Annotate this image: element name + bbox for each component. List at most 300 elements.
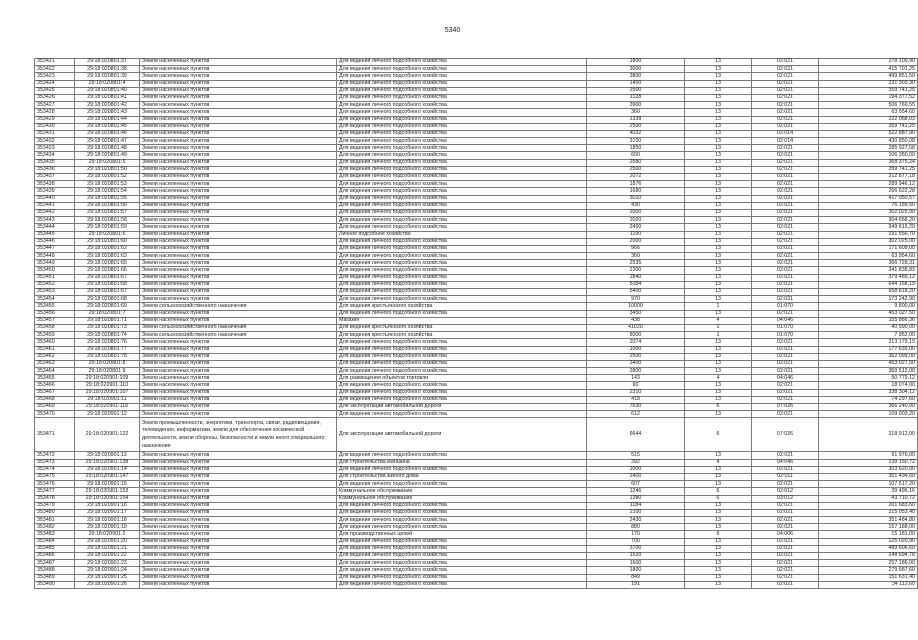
group-code-cell: 13 [685, 353, 752, 360]
cadastral-number-cell: 29:18:020801:68 [75, 296, 140, 303]
row-number-cell: 353453 [35, 289, 75, 296]
area-cell: 360 [587, 109, 685, 116]
table-row [35, 267, 918, 274]
area-cell: 360 [587, 253, 685, 260]
cadastral-value-cell: 63 954,60 [819, 109, 918, 116]
land-category-cell: Земли населенных пунктов [140, 109, 337, 116]
group-code-cell: 1 [685, 303, 752, 310]
land-category-cell: Земли населенных пунктов [140, 174, 337, 181]
permitted-use-cell: Для ведения личного подсобного хозяйства [337, 346, 587, 353]
permitted-use-cell: Для ведения личного подсобного хозяйства [337, 339, 587, 346]
cadastral-number-cell: 29:18:020901:19 [75, 524, 140, 531]
rate-code-cell: 02:021 [752, 109, 819, 116]
row-number-cell: 353443 [35, 217, 75, 224]
row-number-cell: 353471 [35, 418, 75, 452]
cadastral-number-cell: 29:18:020801:41 [75, 94, 140, 101]
cadastral-value-cell: 63 954,60 [819, 253, 918, 260]
area-cell: 1876 [587, 181, 685, 188]
rate-code-cell: 02:021 [752, 281, 819, 288]
table-row [35, 396, 918, 403]
row-number-cell: 353479 [35, 502, 75, 509]
area-cell: 3010 [587, 195, 685, 202]
permitted-use-cell: Для ведения личного подсобного хозяйства [337, 224, 587, 231]
cadastral-value-cell: 366 728,31 [819, 260, 918, 267]
group-code-cell: 13 [685, 368, 752, 375]
table-row [35, 59, 918, 66]
rate-code-cell: 02:021 [752, 509, 819, 516]
cadastral-value-cell: 506 769,55 [819, 102, 918, 109]
row-number-cell: 353439 [35, 188, 75, 195]
table-row [35, 109, 918, 116]
permitted-use-cell: Коммунальное обслуживание [337, 488, 587, 495]
permitted-use-cell: Для ведения личного подсобного хозяйства [337, 560, 587, 567]
group-code-cell: 13 [685, 509, 752, 516]
land-category-cell: Земли населенных пунктов [140, 389, 337, 396]
row-number-cell: 353421 [35, 59, 75, 66]
area-cell: 10000 [587, 303, 685, 310]
row-number-cell: 353424 [35, 80, 75, 87]
rate-code-cell: 04:046 [752, 459, 819, 466]
permitted-use-cell: Для производственных целей [337, 531, 587, 538]
area-cell: 1800 [587, 567, 685, 574]
cadastral-number-cell: 29:18:020901:20 [75, 538, 140, 545]
row-number-cell: 353462 [35, 353, 75, 360]
area-cell: 90 [587, 382, 685, 389]
cadastral-number-cell: 29:18:020901:21 [75, 545, 140, 552]
area-cell: 966 [587, 245, 685, 252]
row-number-cell: 353487 [35, 560, 75, 567]
area-cell: 7630 [587, 404, 685, 411]
group-code-cell: 13 [685, 174, 752, 181]
rate-code-cell: 02:021 [752, 524, 819, 531]
group-code-cell: 13 [685, 360, 752, 367]
row-number-cell: 353464 [35, 368, 75, 375]
rate-code-cell: 02:021 [752, 382, 819, 389]
table-row [35, 567, 918, 574]
land-category-cell: Земли сельскохозяйственного назначения [140, 332, 337, 339]
table-row [35, 382, 918, 389]
permitted-use-cell: Для ведения личного подсобного хозяйства [337, 382, 587, 389]
cadastral-value-cell: 50 779,12 [819, 375, 918, 382]
area-cell: 1190 [587, 231, 685, 238]
permitted-use-cell: Для ведения крестьянского хозяйства [337, 303, 587, 310]
group-code-cell: 13 [685, 224, 752, 231]
permitted-use-cell: Для ведения личного подсобного хозяйства [337, 130, 587, 137]
table-row [35, 389, 918, 396]
rate-code-cell: 02:021 [752, 231, 819, 238]
rate-code-cell: 02:021 [752, 80, 819, 87]
permitted-use-cell: Для ведения личного подсобного хозяйства [337, 466, 587, 473]
permitted-use-cell: Для ведения личного подсобного хозяйства [337, 411, 587, 418]
permitted-use-cell: Для ведения личного подсобного хозяйства [337, 260, 587, 267]
permitted-use-cell: Для ведения личного подсобного хозяйства [337, 509, 587, 516]
rate-code-cell: 02:021 [752, 195, 819, 202]
cadastral-value-cell: 106 350,00 [819, 152, 918, 159]
rate-code-cell: 02:021 [752, 267, 819, 274]
row-number-cell: 353465 [35, 375, 75, 382]
permitted-use-cell: Для ведения личного подсобного хозяйства [337, 310, 587, 317]
permitted-use-cell: Для ведения личного подсобного хозяйства [337, 174, 587, 181]
table-row [35, 303, 918, 310]
table-row [35, 452, 918, 459]
table-row [35, 488, 918, 495]
area-cell: 2535 [587, 260, 685, 267]
row-number-cell: 353463 [35, 360, 75, 367]
group-code-cell: 13 [685, 267, 752, 274]
land-category-cell: Земли населенных пунктов [140, 245, 337, 252]
rate-code-cell: 02:011 [752, 473, 819, 480]
row-number-cell: 353461 [35, 346, 75, 353]
cadastral-value-cell: 304 658,20 [819, 217, 918, 224]
permitted-use-cell: Для ведения личного подсобного хозяйства [337, 567, 587, 574]
rate-code-cell: 02:021 [752, 545, 819, 552]
cadastral-value-cell: 43 710,72 [819, 495, 918, 502]
area-cell: 3450 [587, 310, 685, 317]
rate-code-cell: 02:012 [752, 488, 819, 495]
row-number-cell: 353476 [35, 481, 75, 488]
land-category-cell: Земли населенных пунктов [140, 73, 337, 80]
table-row [35, 195, 918, 202]
rate-code-cell: 02:021 [752, 339, 819, 346]
permitted-use-cell: Для ведения личного подсобного хозяйства [337, 502, 587, 509]
cadastral-number-cell: 29:18:020901:22 [75, 553, 140, 560]
table-row [35, 324, 918, 331]
land-category-cell: Земли населенных пунктов [140, 317, 337, 324]
land-category-cell: Земли населенных пунктов [140, 466, 337, 473]
cadastral-number-cell: 29:18:020801:67 [75, 274, 140, 281]
cadastral-value-cell: 315 053,40 [819, 509, 918, 516]
table-row [35, 418, 918, 452]
cadastral-number-cell: 29:18:020801:68 [75, 281, 140, 288]
permitted-use-cell: Для ведения личного подсобного хозяйства [337, 524, 587, 531]
cadastral-number-cell: 29:18:020801:74 [75, 332, 140, 339]
table-row [35, 130, 918, 137]
table-row [35, 188, 918, 195]
rate-code-cell: 02:021 [752, 396, 819, 403]
land-category-cell: Земли населенных пунктов [140, 524, 337, 531]
rate-code-cell: 02:021 [752, 466, 819, 473]
permitted-use-cell: Для строительства жилого дома [337, 473, 587, 480]
rate-code-cell: 02:021 [752, 174, 819, 181]
permitted-use-cell: Для ведения личного подсобного хозяйства [337, 109, 587, 116]
cadastral-value-cell: 312 877,18 [819, 174, 918, 181]
land-category-cell: Земли населенных пунктов [140, 459, 337, 466]
rate-code-cell: 02:021 [752, 452, 819, 459]
land-category-cell: Земли населенных пунктов [140, 360, 337, 367]
cadastral-value-cell: 415 701,25 [819, 66, 918, 73]
cadastral-number-cell: 29:18:020901:138 [75, 459, 140, 466]
permitted-use-cell: Для ведения крестьянского хозяйства [337, 332, 587, 339]
table-row [35, 289, 918, 296]
area-cell: 1680 [587, 188, 685, 195]
area-cell: 143 [587, 375, 685, 382]
permitted-use-cell: Для ведения личного подсобного хозяйства [337, 73, 587, 80]
area-cell: 612 [587, 411, 685, 418]
cadastral-value-cell: 18 074,00 [819, 382, 918, 389]
permitted-use-cell: Для ведения личного подсобного хозяйства [337, 94, 587, 101]
cadastral-value-cell: 351 484,80 [819, 517, 918, 524]
table-row [35, 253, 918, 260]
rate-code-cell: 02:021 [752, 94, 819, 101]
table-row [35, 260, 918, 267]
permitted-use-cell: Для ведения личного подсобного хозяйства [337, 145, 587, 152]
rate-code-cell: 02:021 [752, 152, 819, 159]
group-code-cell: 13 [685, 545, 752, 552]
permitted-use-cell: Для эксплуатации автомобильной дороги [337, 404, 587, 411]
cadastral-number-cell: 29:18:020801:54 [75, 188, 140, 195]
table-row [35, 360, 918, 367]
group-code-cell: 6 [685, 531, 752, 538]
row-number-cell: 353482 [35, 524, 75, 531]
land-category-cell: Земли населенных пунктов [140, 411, 337, 418]
table-row [35, 209, 918, 216]
land-category-cell: Земли населенных пунктов [140, 224, 337, 231]
permitted-use-cell: Для ведения личного подсобного хозяйства [337, 281, 587, 288]
area-cell: 3150 [587, 138, 685, 145]
area-cell: 2072 [587, 174, 685, 181]
area-cell: 4032 [587, 130, 685, 137]
group-code-cell: 13 [685, 188, 752, 195]
cadastral-number-cell: 29:18:020801:44 [75, 116, 140, 123]
cadastral-number-cell: 29:18:020801:48 [75, 145, 140, 152]
row-number-cell: 353438 [35, 181, 75, 188]
row-number-cell: 353448 [35, 253, 75, 260]
land-category-cell: Земли населенных пунктов [140, 130, 337, 137]
group-code-cell: 13 [685, 339, 752, 346]
area-cell: 2400 [587, 473, 685, 480]
table-row [35, 524, 918, 531]
group-code-cell: 6 [685, 404, 752, 411]
cadastral-number-cell: 29:18:020801:40 [75, 87, 140, 94]
permitted-use-cell: Для ведения личного подсобного хозяйства [337, 296, 587, 303]
cadastral-value-cell: 91 976,00 [819, 452, 918, 459]
area-cell: 2500 [587, 166, 685, 173]
cadastral-number-cell: 29:18:020801:47 [75, 138, 140, 145]
land-category-cell: Земли населенных пунктов [140, 260, 337, 267]
table-row [35, 87, 918, 94]
table-row [35, 459, 918, 466]
table-row [35, 174, 918, 181]
area-cell: 1184 [587, 502, 685, 509]
cadastral-number-cell: 29:18:020801:7 [75, 310, 140, 317]
land-category-cell: Земли населенных пунктов [140, 553, 337, 560]
area-cell: 2430 [587, 517, 685, 524]
rate-code-cell: 02:021 [752, 59, 819, 66]
land-category-cell: Земли населенных пунктов [140, 217, 337, 224]
cadastral-value-cell: 349 615,20 [819, 224, 918, 231]
cadastral-number-cell: 29:18:020901:24 [75, 567, 140, 574]
row-number-cell: 353486 [35, 553, 75, 560]
permitted-use-cell: Для ведения личного подсобного хозяйства [337, 209, 587, 216]
row-number-cell: 353449 [35, 260, 75, 267]
group-code-cell: 13 [685, 231, 752, 238]
cadastral-value-cell: 9 800,00 [819, 303, 918, 310]
cadastral-value-cell: 379 489,12 [819, 274, 918, 281]
cadastral-number-cell: 29:18:020901:147 [75, 473, 140, 480]
land-category-cell: Земли населенных пунктов [140, 116, 337, 123]
cadastral-value-cell: 417 050,57 [819, 195, 918, 202]
rate-code-cell: 02:021 [752, 217, 819, 224]
land-category-cell: Земли населенных пунктов [140, 488, 337, 495]
land-category-cell: Земли населенных пунктов [140, 289, 337, 296]
group-code-cell: 1 [685, 324, 752, 331]
permitted-use-cell: Для ведения личного подсобного хозяйства [337, 574, 587, 581]
group-code-cell: 13 [685, 411, 752, 418]
row-number-cell: 353450 [35, 267, 75, 274]
cadastral-value-cell: 499 851,50 [819, 73, 918, 80]
cadastral-number-cell: 29:18:020801:76 [75, 339, 140, 346]
cadastral-value-cell: 366 240,00 [819, 404, 918, 411]
rate-code-cell: 02:021 [752, 296, 819, 303]
cadastral-value-cell: 34 112,60 [819, 581, 918, 588]
table-row [35, 502, 918, 509]
row-number-cell: 353429 [35, 116, 75, 123]
cadastral-value-cell: 359 741,25 [819, 123, 918, 130]
land-category-cell: Земли населенных пунктов [140, 87, 337, 94]
cadastral-number-cell: 29:18:020901:2 [75, 531, 140, 538]
table-row [35, 473, 918, 480]
land-category-cell: Земли населенных пунктов [140, 574, 337, 581]
permitted-use-cell: Для ведения личного подсобного хозяйства [337, 217, 587, 224]
land-category-cell: Земли населенных пунктов [140, 281, 337, 288]
rate-code-cell: 04:046 [752, 317, 819, 324]
row-number-cell: 353485 [35, 545, 75, 552]
area-cell: 2074 [587, 339, 685, 346]
cadastral-number-cell: 29:18:020801:56 [75, 202, 140, 209]
area-cell: 1000 [587, 346, 685, 353]
table-row [35, 181, 918, 188]
area-cell: 880 [587, 524, 685, 531]
row-number-cell: 353451 [35, 274, 75, 281]
area-cell: 3000 [587, 66, 685, 73]
area-cell: 2500 [587, 353, 685, 360]
rate-code-cell: 02:021 [752, 73, 819, 80]
cadastral-number-cell: 29:18:020901:17 [75, 509, 140, 516]
group-code-cell: 13 [685, 289, 752, 296]
row-number-cell: 353490 [35, 581, 75, 588]
area-cell: 1520 [587, 553, 685, 560]
rate-code-cell: 02:021 [752, 560, 819, 567]
row-number-cell: 353422 [35, 66, 75, 73]
area-cell: 515 [587, 452, 685, 459]
group-code-cell: 13 [685, 310, 752, 317]
permitted-use-cell: Коммунальное обслуживание [337, 495, 587, 502]
cadastral-value-cell: 39 496,16 [819, 488, 918, 495]
group-code-cell: 13 [685, 581, 752, 588]
group-code-cell: 13 [685, 574, 752, 581]
area-cell: 2580 [587, 159, 685, 166]
row-number-cell: 353467 [35, 389, 75, 396]
rate-code-cell: 02:014 [752, 138, 819, 145]
rate-code-cell: 07:026 [752, 404, 819, 411]
cadastral-value-cell: 257 186,00 [819, 560, 918, 567]
group-code-cell: 13 [685, 452, 752, 459]
land-category-cell: Земли населенных пунктов [140, 166, 337, 173]
area-cell: 5384 [587, 281, 685, 288]
group-code-cell: 13 [685, 130, 752, 137]
permitted-use-cell: Для ведения личного подсобного хозяйства [337, 538, 587, 545]
land-category-cell: Земли населенных пунктов [140, 202, 337, 209]
table-row [35, 553, 918, 560]
row-number-cell: 353481 [35, 517, 75, 524]
cadastral-number-cell: 29:18:020801:60 [75, 238, 140, 245]
land-category-cell: Земли населенных пунктов [140, 159, 337, 166]
group-code-cell: 13 [685, 502, 752, 509]
rate-code-cell: 02:021 [752, 145, 819, 152]
row-number-cell: 353480 [35, 509, 75, 516]
row-number-cell: 353432 [35, 138, 75, 145]
area-cell: 849 [587, 574, 685, 581]
row-number-cell: 353437 [35, 174, 75, 181]
cadastral-value-cell: 279 687,60 [819, 567, 918, 574]
table-row [35, 166, 918, 173]
cadastral-number-cell: 29:18:020901:18 [75, 517, 140, 524]
table-row [35, 517, 918, 524]
cadastral-value-cell: 194 377,52 [819, 94, 918, 101]
cadastral-value-cell: 278 109,90 [819, 59, 918, 66]
rate-code-cell: 02:021 [752, 360, 819, 367]
cadastral-value-cell: 177 635,00 [819, 346, 918, 353]
land-category-cell: Земли населенных пунктов [140, 310, 337, 317]
permitted-use-cell: Для ведения личного подсобного хозяйства [337, 102, 587, 109]
row-number-cell: 353426 [35, 94, 75, 101]
cadastral-number-cell: 29:18:020801:46 [75, 130, 140, 137]
table-row [35, 346, 918, 353]
permitted-use-cell: Для ведения личного подсобного хозяйства [337, 152, 587, 159]
row-number-cell: 353459 [35, 332, 75, 339]
land-category-cell: Земли населенных пунктов [140, 253, 337, 260]
area-cell: 1380 [587, 495, 685, 502]
permitted-use-cell: Для ведения личного подсобного хозяйства [337, 368, 587, 375]
rate-code-cell: 03:012 [752, 495, 819, 502]
group-code-cell: 13 [685, 73, 752, 80]
permitted-use-cell: Для ведения личного подсобного хозяйства [337, 245, 587, 252]
cadastral-value-cell: 125 020,90 [819, 538, 918, 545]
group-code-cell: 13 [685, 138, 752, 145]
rate-code-cell: 02:021 [752, 353, 819, 360]
table-row [35, 123, 918, 130]
cadastral-number-cell: 29:18:020801:62 [75, 245, 140, 252]
cadastral-number-cell: 29:18:020901:13 [75, 452, 140, 459]
row-number-cell: 353433 [35, 145, 75, 152]
land-category-cell: Земли населенных пунктов [140, 123, 337, 130]
row-number-cell: 353428 [35, 109, 75, 116]
rate-code-cell: 02:021 [752, 274, 819, 281]
area-cell: 2840 [587, 274, 685, 281]
land-category-cell: Земли населенных пунктов [140, 152, 337, 159]
land-category-cell: Земли населенных пунктов [140, 382, 337, 389]
land-category-cell: Земли населенных пунктов [140, 495, 337, 502]
land-category-cell: Земли сельскохозяйственного назначения [140, 303, 337, 310]
cadastral-value-cell: 231 303,30 [819, 80, 918, 87]
cadastral-value-cell: 453 027,50 [819, 360, 918, 367]
land-category-cell: Земли населенных пунктов [140, 404, 337, 411]
cadastral-number-cell: 29:18:020801:67 [75, 289, 140, 296]
cadastral-number-cell: 29:18:020901:14 [75, 466, 140, 473]
cadastral-number-cell: 29:18:020901:122 [75, 418, 140, 452]
row-number-cell: 353454 [35, 296, 75, 303]
cadastral-number-cell: 29:18:020801:58 [75, 217, 140, 224]
cadastral-number-cell: 29:18:020901:107 [75, 389, 140, 396]
area-cell: 3400 [587, 360, 685, 367]
area-cell: 1246 [587, 488, 685, 495]
land-category-cell: Земли населенных пунктов [140, 181, 337, 188]
permitted-use-cell: Для ведения личного подсобного хозяйства [337, 80, 587, 87]
area-cell: 41020 [587, 324, 685, 331]
cadastral-value-cell: 40 590,00 [819, 324, 918, 331]
permitted-use-cell: Для ведения личного подсобного хозяйства [337, 87, 587, 94]
cadastral-value-cell: 266 622,28 [819, 188, 918, 195]
